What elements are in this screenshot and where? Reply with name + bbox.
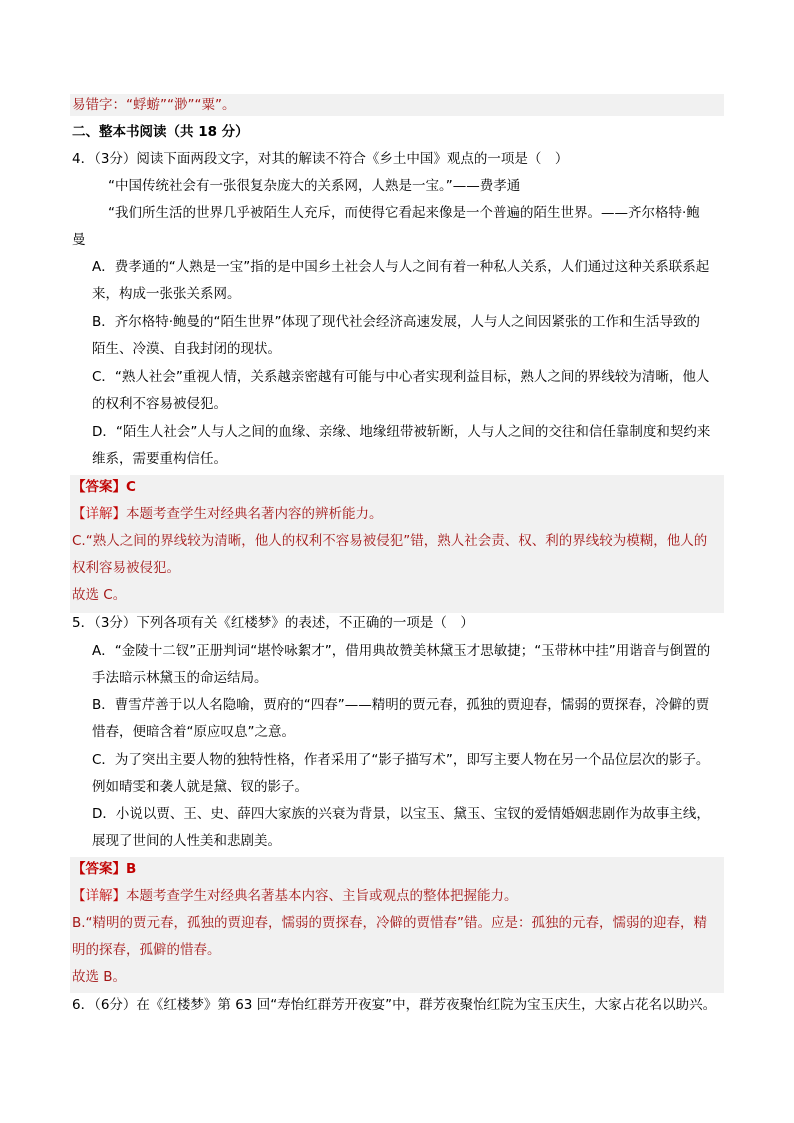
answer-value: B: [126, 861, 137, 877]
q5-option-c-cont: 例如晴雯和袭人就是黛、钗的影子。: [92, 779, 308, 795]
q5-option-a-cont: 手法暗示林黛玉的命运结局。: [92, 670, 268, 686]
q5-stem: 5．（3分）下列各项有关《红楼梦》的表述，不正确的一项是（ ）: [72, 615, 474, 631]
q4-quote-1: “中国传统社会有一张很复杂庞大的关系网，人熟是一宝。”——费孝通: [108, 178, 521, 194]
q4-quote-2: “我们所生活的世界几乎被陌生人充斥，而使得它看起来像是一个普遍的陌生世界。——齐尔格特·鲍: [108, 205, 700, 221]
q4-option-b-cont: 陌生、冷漠、自我封闭的现状。: [92, 341, 281, 357]
q5-option-d: D．小说以贾、王、史、薛四大家族的兴衰为背景，以宝玉、黛玉、宝钗的爱情婚姻悲剧作为故事主线，: [92, 806, 710, 822]
detail-text: 本题考查学生对经典名著基本内容、主旨或观点的整体把握能力。: [126, 888, 518, 904]
answer-label: 【答案】: [72, 861, 126, 877]
q4-option-c: C．“熟人社会”重视人情，关系越亲密越有可能与中心者实现利益目标，熟人之间的界线较为清晰，他人: [92, 369, 710, 385]
q4-option-d-cont: 维系，需要重构信任。: [92, 451, 227, 467]
q5-option-c: C．为了突出主要人物的独特性格，作者采用了“影子描写术”，即写主要人物在另一个品位层次的影子。: [92, 752, 710, 768]
q5-option-b-cont: 惜春，便暗含着“原应叹息”之意。: [92, 724, 295, 740]
q5-option-b: B．曹雪芹善于以人名隐喻，贾府的“四春”——精明的贾元春，孤独的贾迎春，懦弱的贾探春，冷僻的贾: [92, 697, 710, 713]
q4-option-a: A．费孝通的“人熟是一宝”指的是中国乡土社会人与人之间有着一种私人关系，人们通过这种关系联系起: [92, 259, 710, 275]
answer-value: C: [126, 479, 136, 495]
q5-explanation: B.“精明的贾元春，孤独的贾迎春，懦弱的贾探春，冷僻的贾惜春”错。应是：孤独的元春，懦弱的迎春，精: [72, 915, 708, 931]
q4-option-a-cont: 来，构成一张张关系网。: [92, 286, 241, 302]
q6-stem: 6．（6分）在《红楼梦》第 63 回“寿怡红群芳开夜宴”中，群芳夜聚怡红院为宝玉庆生，大家占花名以助兴。: [72, 997, 717, 1013]
q4-explanation-cont: 权利容易被侵犯。: [72, 560, 180, 576]
q5-detail: [72, 886, 518, 906]
detail-label: 【详解】: [72, 888, 126, 904]
top-note: 易错字：“蜉蝣”“渺”“粟”。: [72, 97, 236, 113]
q5-conclusion: 故选 B。: [72, 969, 127, 985]
q5-explanation-cont: 明的探春，孤僻的惜春。: [72, 942, 221, 958]
section-title: 二、整本书阅读（共 18 分）: [72, 124, 249, 140]
q5-option-d-cont: 展现了世间的人性美和悲剧美。: [92, 833, 281, 849]
detail-label: 【详解】: [72, 506, 126, 522]
q4-option-c-cont: 的权利不容易被侵犯。: [92, 396, 227, 412]
q4-quote-2-cont: 曼: [72, 232, 86, 248]
q5-option-a: A．“金陵十二钗”正册判词“堪怜咏絮才”，借用典故赞美林黛玉才思敏捷；“玉带林中挂”用谐音与倒置的: [92, 643, 711, 659]
q5-answer: [72, 859, 136, 879]
q4-option-d: D．“陌生人社会”人与人之间的血缘、亲缘、地缘纽带被斩断，人与人之间的交往和信任靠制度和契约来: [92, 424, 711, 440]
q4-conclusion: 故选 C。: [72, 587, 127, 603]
detail-text: 本题考查学生对经典名著内容的辨析能力。: [126, 506, 383, 522]
q4-explanation: C.“熟人之间的界线较为清晰，他人的权利不容易被侵犯”错，熟人社会责、权、利的界线较为模糊，他人的: [72, 533, 708, 549]
answer-label: 【答案】: [72, 479, 126, 495]
q4-detail: [72, 504, 383, 524]
q4-answer: [72, 477, 136, 497]
q4-option-b: B．齐尔格特·鲍曼的“陌生世界”体现了现代社会经济高速发展，人与人之间因紧张的工作和生活导致的: [92, 314, 701, 330]
q4-stem: 4．（3分）阅读下面两段文字，对其的解读不符合《乡土中国》观点的一项是（ ）: [72, 151, 569, 167]
